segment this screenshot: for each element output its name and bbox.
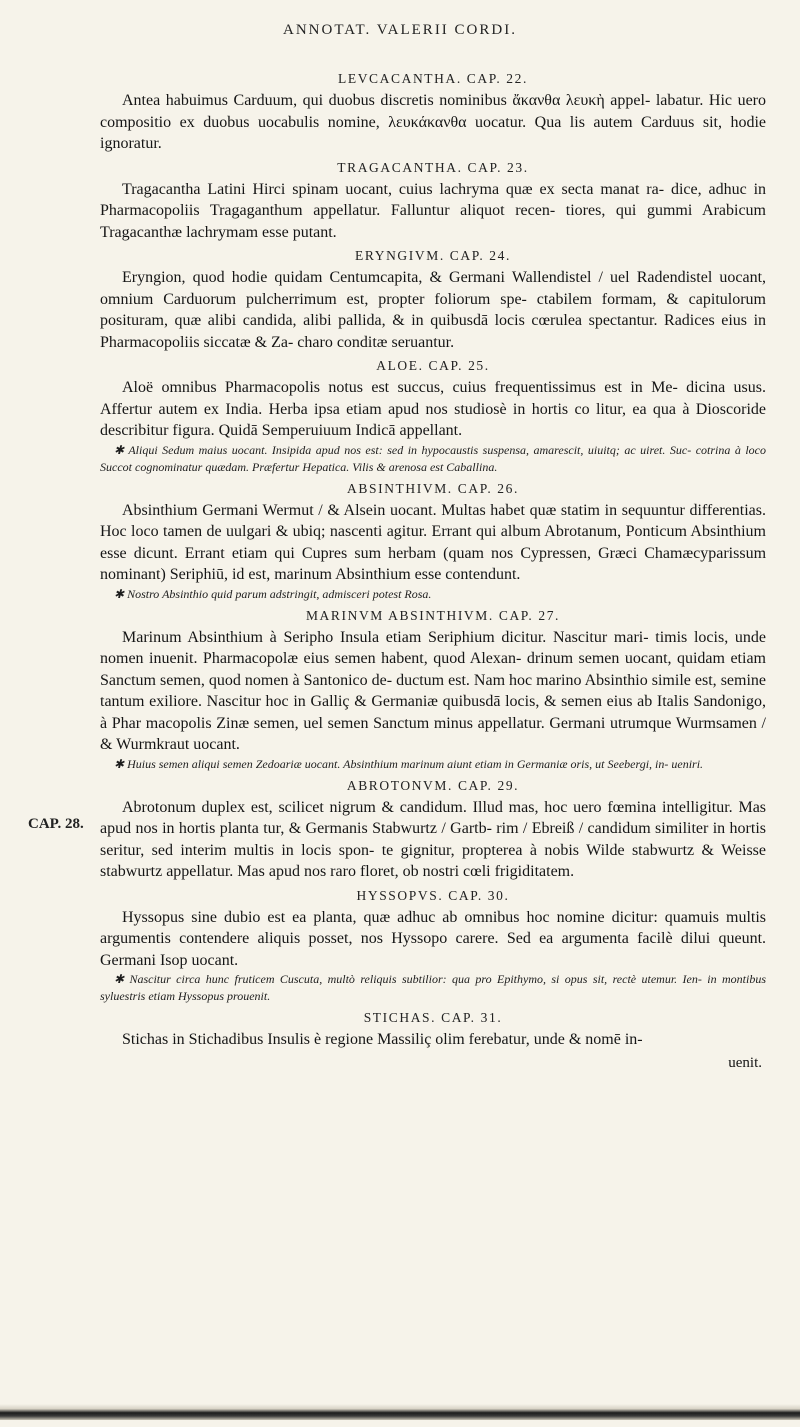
chapter-paragraph xyxy=(100,267,766,353)
text-line: Aloë omnibus Pharmacopolis notus est succus, cuius frequentissimus est in Me- xyxy=(122,379,678,396)
text-line: labatur. Hic uero compositio ex duobus uocabulis nomine, λευκάκανθα uocatur. Qua xyxy=(100,92,767,131)
text-line: charo conditæ seruantur. xyxy=(297,333,455,351)
chapter-paragraph xyxy=(100,500,766,586)
text-line: sum herbam (quam nos Cypressen, Græci Chamæcyparissum nominant) Seriphiū, xyxy=(100,544,767,583)
note-line: in montibus syluestris etiam Hyssopus prouenit. xyxy=(100,972,766,1003)
text-line: Stichas in Stichadibus Insulis è regione Massiliç olim ferebatur, unde & nomē in- xyxy=(122,1031,643,1048)
asterisk-mark-icon: ✱ xyxy=(114,972,130,986)
text-line: te gignitur, propterea à nobis Wilde stabwurtz & Weisse stabwurtz appellatur. xyxy=(100,841,767,880)
chapter-section xyxy=(100,157,766,244)
chapter-section xyxy=(100,1007,766,1051)
text-line: id est, marinum Absinthium esse contendunt. xyxy=(231,566,521,583)
text-line: timis locis, unde nomen inuenit. Pharmacopolæ eius semen habent, quod Alexan- xyxy=(100,628,767,667)
asterisk-mark-icon: ✱ xyxy=(114,756,128,771)
chapter-section xyxy=(100,68,766,155)
text-line: Antea habuimus Carduum, qui duobus discretis nominibus ἄκανθα λευκὴ appel- xyxy=(122,92,651,109)
text-line: dice, adhuc in Pharmacopoliis Tragaganthum appellatur. Falluntur aliquot recen- xyxy=(100,180,767,219)
chapter-paragraph xyxy=(100,1029,766,1051)
text-line: Mas apud nos raro floret, ob nostri cœli frigiditatem. xyxy=(237,863,575,880)
chapter-heading: LEVCACANTHA. CAP. 22. xyxy=(338,71,528,86)
annotation-note xyxy=(100,756,766,773)
chapter-paragraph xyxy=(100,179,766,244)
chapter-paragraph xyxy=(100,377,766,442)
text-line: Wurmsamen / & Wurmkraut uocant. xyxy=(100,714,766,753)
chapter-heading: HYSSOPVS. CAP. 30. xyxy=(356,887,510,903)
running-head: ANNOTAT. VALERII CORDI. xyxy=(283,22,517,38)
text-line: Absinthium Germani Wermut / & Alsein uocant. Multas habet quæ statim in xyxy=(122,501,618,519)
text-line: dicina usus. Affertur autem ex India. Herba ipsa etiam apud nos studiosè in hortis co xyxy=(100,379,767,418)
text-line: Hyssopus sine dubio est ea planta, quæ adhuc ab omnibus hoc nomine dicitur: xyxy=(122,908,658,926)
text-line: Tragacantha Latini Hirci spinam uocant, cuius lachryma quæ ex secta manat ra- xyxy=(122,180,665,198)
text-line: lis autem Carduus sit, hodie ignoratur. xyxy=(100,113,766,152)
chapter-heading: ALOE. CAP. 25. xyxy=(376,358,490,373)
annotation-note xyxy=(100,586,766,603)
margin-chapter-note: CAP. 28. xyxy=(28,816,84,832)
chapter-paragraph xyxy=(100,797,766,883)
asterisk-mark-icon: ✱ xyxy=(114,586,128,601)
chapter-section xyxy=(100,245,766,353)
text-line: hoc in Galliç & Germaniæ quibusdā locis, & semen eius ab Italis Sandonigo, à Phar xyxy=(100,693,767,732)
chapter-heading: STICHAS. CAP. 31. xyxy=(363,1010,503,1025)
asterisk-mark-icon: ✱ xyxy=(114,442,129,457)
note-line: ueniri. xyxy=(671,756,704,771)
text-line: tiores, qui gummi Arabicum Tragacanthæ lachrymam esse putant. xyxy=(100,202,767,241)
text-line: Eryngion, quod hodie quidam Centumcapita, & Germani Wallendistel / uel xyxy=(122,269,630,286)
text-line: Radendistel uocant, omnium Carduorum pulcherrimum est, propter foliorum spe- xyxy=(100,269,767,308)
annotation-note xyxy=(100,442,766,476)
text-line: quamuis multis argumentis contendere aliquis posset, nos Hyssopo carere. Sed ea xyxy=(100,908,767,947)
text-line: ductum est. Nam hoc marino Absinthio simile est, semine tantum exiliore. Nascitur xyxy=(100,671,767,710)
text-line: macopolis Zinæ semen, uel semen Sanctum minus appellatur. Germani utrumque xyxy=(145,714,672,732)
chapter-heading: ERYNGIVM. CAP. 24. xyxy=(355,248,511,263)
chapter-paragraph xyxy=(100,907,766,972)
note-line: Nostro Absinthio quid parum adstringit, admisceri potest Rosa. xyxy=(127,586,432,601)
note-line: cotrina à loco Succot cognominatur quædam. Præfertur Hepatica. Vilis & arenosa est Caballina. xyxy=(100,442,767,474)
text-line: qui album Abrotanum, Ponticum Absinthium esse dicunt. Errant etiam qui Cupres xyxy=(100,523,766,562)
annotation-note xyxy=(100,971,766,1005)
text-line: intelligitur. Mas apud nos in hortis planta tur, & Germanis Stabwurtz / Gartb- xyxy=(100,798,767,837)
chapter-section xyxy=(100,478,766,603)
chapter-heading: TRAGACANTHA. CAP. 23. xyxy=(337,159,529,175)
chapter-heading: ABROTONVM. CAP. 29. xyxy=(346,777,520,793)
text-line: quibusdā locis cœrulea spectantur. Radices eius in Pharmacopoliis siccatæ & Za- xyxy=(100,312,767,351)
text-line: Abrotonum duplex est, scilicet nigrum & candidum. Illud mas, hoc uero fœmina xyxy=(122,798,657,816)
chapter-heading: MARINVM ABSINTHIVM. CAP. 27. xyxy=(305,607,561,623)
text-line: rim / Ebreiß / candidum similiter in hortis seritur, sed interim multis in locis spon- xyxy=(100,820,766,859)
chapter-section xyxy=(100,885,766,1006)
chapter-paragraph xyxy=(100,627,766,756)
catchword: uenit. xyxy=(728,1054,762,1071)
text-line: Marinum Absinthium à Seripho Insula etiam Seriphium dicitur. Nascitur mari- xyxy=(122,628,649,646)
chapter-section xyxy=(100,355,766,476)
note-line: Huius semen aliqui semen Zedoariæ uocant. Absinthium marinum aiunt etiam in Germaniæ oris, ut Seebergi, in- xyxy=(127,756,669,771)
note-line: Aliqui Sedum maius uocant. Insipida apud nos est: sed in hypocaustis suspensa, amarescit, uiuitq; ac uiret. Suc- xyxy=(128,442,692,457)
page-edge-rule xyxy=(0,1404,800,1420)
chapter-section xyxy=(100,775,766,883)
text-line: ctabilem formam, & capitulorum posituram, quæ alibi candida, alibi pallida, & in xyxy=(100,290,766,329)
text-line: sequuntur differentias. Hoc loco tamen de uulgari & ubiq; nascenti agitur. Errant xyxy=(100,501,767,540)
text-line: litur, ea qua à Dioscoride describitur figura. Quidā Semperuiuum Indicā appellant. xyxy=(100,400,767,439)
chapter-heading: ABSINTHIVM. CAP. 26. xyxy=(347,480,519,496)
chapter-section xyxy=(100,605,766,773)
text-line: drinum semen uocant, quidam etiam Sanctum semen, quod nomen à Santonico de- xyxy=(100,650,766,689)
note-line: Nascitur circa hunc fruticem Cuscuta, multò reliquis subtilior: qua pro Epithymo, si opus sit, rectè utemur. Ien- xyxy=(129,972,702,986)
text-line: argumenta facilè dilui queunt. Germani Isop uocant. xyxy=(100,930,767,969)
main-text xyxy=(100,68,766,1073)
chapter-paragraph xyxy=(100,90,766,155)
